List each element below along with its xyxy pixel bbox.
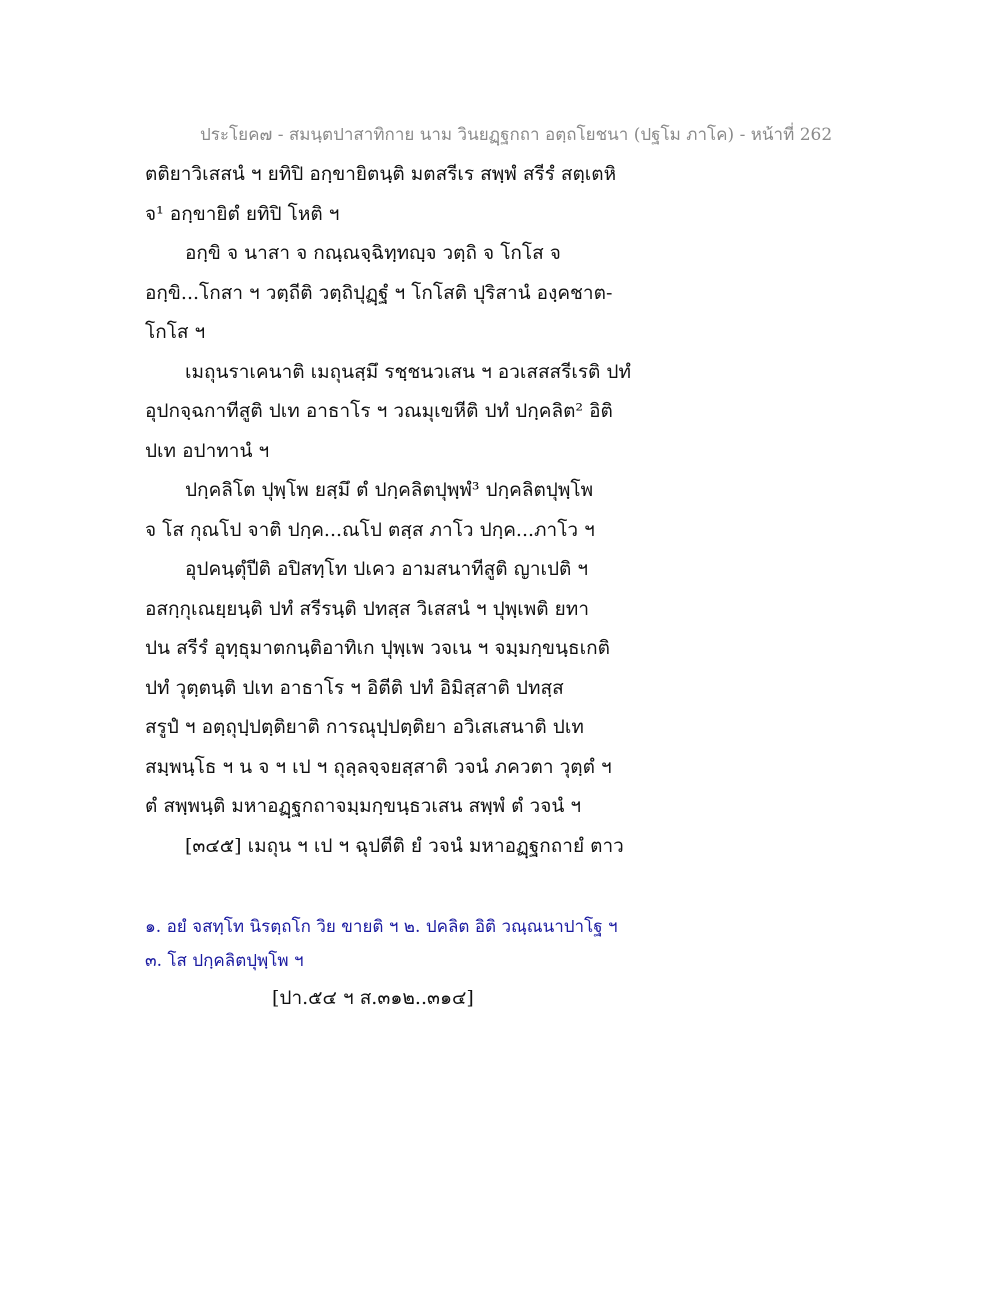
footnote-line-1: ๑. อยํ จสทฺโท นิรตฺถโก วิย ขายติ ฯ ๒. ปคลิต อิติ วณฺณนาปาโฐ ฯ bbox=[145, 917, 618, 937]
body-line-18: [๓๔๕] เมถุน ฯ เป ฯ ฉุปตีติ ยํ วจนํ มหาอฏฺฐกถายํ ตาว bbox=[185, 834, 624, 857]
body-line-3: อกฺขิ จ นาสา จ กณฺณจฺฉิทฺทญฺจ วตฺถิ จ โกโส จ bbox=[185, 242, 561, 264]
body-line-5: โกโส ฯ bbox=[145, 321, 206, 343]
body-line-17: ตํ สพฺพนฺติ มหาอฏฺฐกถาจมฺมกฺขนฺธวเสน สพฺพํ ตํ วจนํ ฯ bbox=[145, 795, 582, 817]
body-line-1: ตติยาวิเสสนํ ฯ ยทิปิ อกฺขายิตนฺติ มตสรีเร สพฺพํ สรีรํ สตฺเตหิ bbox=[145, 163, 617, 185]
body-line-7: อุปกจฺฉกาทีสูติ ปเท อาธาโร ฯ วณมุเขหีติ ปทํ ปกฺคลิต² อิติ bbox=[145, 400, 613, 422]
body-line-16: สมฺพนฺโธ ฯ น จ ฯ เป ฯ ถุลฺลจฺจยสฺสาติ วจนํ ภควตา วุตฺตํ ฯ bbox=[145, 755, 612, 778]
body-line-6: เมถุนราเคนาติ เมถุนสฺมึ รชฺชนวเสน ฯ อวเสสสรีเรติ ปทํ bbox=[185, 360, 632, 383]
body-line-12: อสกฺกุเณยฺยนฺติ ปทํ สรีรนฺติ ปทสฺส วิเสสนํ ฯ ปุพฺเพติ ยทา bbox=[145, 597, 589, 620]
body-line-10: จ โส กุณโป จาติ ปกฺค...ณโป ตสฺส ภาโว ปกฺค...ภาโว ฯ bbox=[145, 518, 595, 541]
body-line-9: ปกฺคลิโต ปุพฺโพ ยสฺมึ ตํ ปกฺคลิตปุพฺพํ³ ปกฺคลิตปุพฺโพ bbox=[185, 479, 594, 501]
body-line-15: สรูปํ ฯ อตฺถุปฺปตฺติยาติ การณุปฺปตฺติยา อวิเสเสนาติ ปเท bbox=[145, 716, 584, 738]
footnote-line-2: ๓. โส ปกฺคลิตปุพฺโพ ฯ bbox=[145, 951, 304, 971]
page-reference: [ปา.๕๔ ฯ ส.๓๑๒..๓๑๔] bbox=[272, 987, 474, 1009]
body-line-14: ปทํ วุตฺตนฺติ ปเท อาธาโร ฯ อิตีติ ปทํ อิมิสฺสาติ ปทสฺส bbox=[145, 676, 564, 699]
body-text bbox=[145, 155, 645, 866]
body-line-11: อุปคนฺตุํปีติ อปิสทฺโท ปเคว อามสนาทีสูติ ญาเปติ ฯ bbox=[185, 558, 589, 580]
body-line-8: ปเท อปาทานํ ฯ bbox=[145, 439, 270, 462]
body-line-4: อกฺขิ...โกสา ฯ วตฺถีติ วตฺถิปุฏฺฐํ ฯ โกโสติ ปุริสานํ องฺคชาต- bbox=[145, 281, 613, 304]
running-header: ประโยค๗ - สมนฺตปาสาทิกาย นาม วินยฏฺฐกถา อตฺถโยชนา (ปฐโม ภาโค) - หน้าที่ 262 bbox=[200, 125, 833, 145]
body-line-2: จ¹ อกฺขายิตํ ยทิปิ โหติ ฯ bbox=[145, 202, 340, 225]
body-line-13: ปน สรีรํ อุทฺธุมาตกนฺติอาทิเก ปุพฺเพ วจเน ฯ จมฺมกฺขนฺธเกติ bbox=[145, 637, 610, 659]
footnotes bbox=[145, 910, 665, 978]
